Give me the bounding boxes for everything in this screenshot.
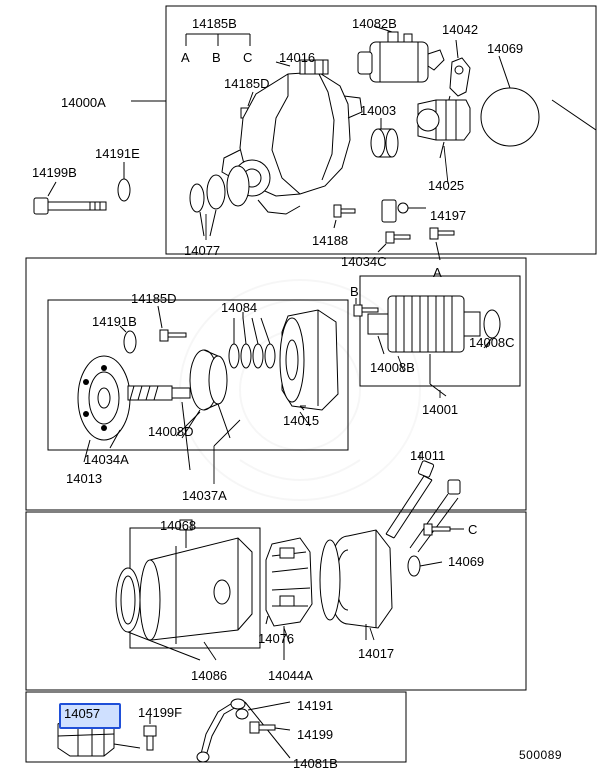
label-14017: 14017 [358,646,395,661]
part-14199b-bolt [34,182,106,214]
label-marker-c-lower: C [468,522,478,537]
part-a-bolt-top [430,228,454,260]
label-14000A: 14000A [61,95,106,110]
label-14008B: 14008B [370,360,415,375]
label-marker-a-top: A [181,50,190,65]
label-14037A: 14037A [182,488,227,503]
label-14069-lower: 14069 [448,554,485,569]
part-b-bolt [354,298,378,316]
label-14068: 14068 [160,518,197,533]
part-14081b-cable [197,699,290,762]
label-14191-bottom: 14191 [297,698,334,713]
label-14199B: 14199B [32,165,77,180]
label-14011: 14011 [410,448,446,463]
label-14188: 14188 [312,233,349,248]
label-14016: 14016 [279,50,316,65]
label-14086: 14086 [191,668,228,683]
label-14008C: 14008C [469,335,515,350]
part-14015 [280,310,338,410]
part-14185d-mid [158,306,186,341]
label-14185D-top: 14185D [224,76,270,91]
sheet-code: 500089 [519,748,563,762]
part-14068-yoke [140,520,252,644]
label-marker-b-top: B [212,50,221,65]
part-14084-stack [229,312,275,368]
label-14034C: 14034C [341,254,387,269]
label-14199-bottom: 14199 [297,727,334,742]
part-14069-ring-top [481,56,539,146]
bracket-14185b [186,34,250,46]
part-14077-washers [190,166,249,236]
highlight-label-14057: 14057 [64,706,101,721]
part-14188 [334,205,355,228]
part-14199-bottom [250,722,290,733]
label-14197: 14197 [430,208,467,223]
part-14076 [266,616,268,624]
label-14191B: 14191B [92,314,137,329]
part-14191e [118,162,130,201]
label-14185D-mid: 14185D [131,291,177,306]
label-marker-b-mid: B [350,284,359,299]
label-14013: 14013 [66,471,103,486]
label-14008D: 14008D [148,424,194,439]
label-14015: 14015 [283,413,320,428]
label-14082B: 14082B [352,16,397,31]
label-14076: 14076 [258,631,295,646]
part-c-bolt [424,524,464,535]
label-marker-c-top: C [243,50,253,65]
label-14003: 14003 [360,103,397,118]
label-14084: 14084 [221,300,258,315]
label-14081B: 14081B [293,756,338,771]
part-14034c [378,232,410,252]
label-14077: 14077 [184,243,221,258]
part-14013 [78,356,130,462]
label-14042: 14042 [442,22,479,37]
part-14017-endframe [320,530,392,640]
label-14034A: 14034A [84,452,129,467]
label-14185B: 14185B [192,16,237,31]
part-14025-pinion [417,100,470,158]
part-14199f-bolt [144,716,156,750]
label-14001: 14001 [422,402,459,417]
part-14003-bushing [371,118,398,157]
label-marker-a-mid: A [433,265,442,280]
label-14044A: 14044A [268,668,313,683]
part-14082b-solenoid [358,26,444,82]
part-14011-bolts [386,452,460,552]
label-14025: 14025 [428,178,465,193]
part-14069-lower [408,556,442,576]
part-14191b-washer [120,326,136,353]
part-14197 [382,200,426,222]
label-14191E: 14191E [95,146,140,161]
label-14069-top: 14069 [487,41,524,56]
label-14199F: 14199F [138,705,183,720]
